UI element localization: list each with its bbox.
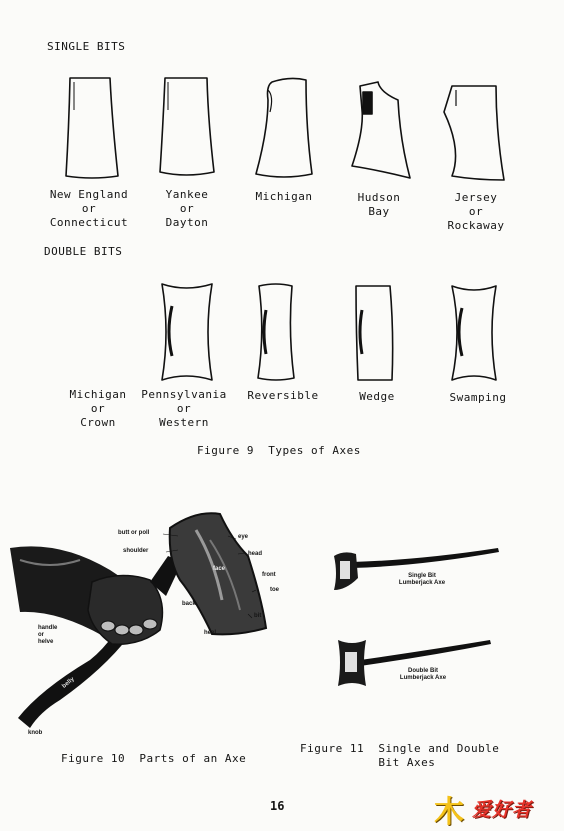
jersey-axe-head [444,86,504,180]
double-bit-axe-drawings [0,270,564,390]
axe-label-new-england: New England or Connecticut [49,188,129,229]
part-label-belly: belly [61,676,76,690]
axe-label-reversible: Reversible [247,389,319,402]
part-label-shoulder: shoulder [123,548,149,554]
axe-label-wedge: Wedge [359,390,395,403]
axe-label-michigan: Michigan [255,190,313,203]
part-label-knob: knob [28,730,43,736]
part-label-eye: eye [238,534,249,540]
michigan-axe-head [256,78,312,177]
axe-label-michigan-crown: Michigan or Crown [69,388,127,429]
axe-label-yankee: Yankee or Dayton [165,188,209,229]
part-label-face: face [213,566,226,572]
axe-label-hudson-bay: Hudson Bay [357,191,401,218]
part-label-butt: butt or poll [118,530,150,536]
part-label-head: head [248,551,263,557]
axe-label-jersey: Jersey or Rockaway [447,191,505,232]
axe-label-swamping: Swamping [449,391,507,404]
part-label-toe: toe [270,587,279,593]
part-label-front: front [262,572,276,578]
watermark-logo [432,790,552,830]
single-bits-heading: SINGLE BITS [47,40,126,53]
double-bit-lumberjack-label: Double Bit Lumberjack Axe [399,668,447,681]
part-label-heel: heel [204,630,217,636]
logo-char: 木 [434,795,464,830]
part-label-bit: bit [254,613,262,619]
figure-11-caption: Figure 11 Single and Double Bit Axes [300,742,500,769]
logo-word: 爱好者 [472,799,533,821]
part-label-handle: handle or helve [38,625,58,645]
part-label-back: back [182,601,196,607]
figure-10-caption: Figure 10 Parts of an Axe [61,752,247,765]
axe-label-pennsylvania: Pennsylvania or Western [141,388,227,429]
figure-9-caption: Figure 9 Types of Axes [197,444,361,457]
page-number: 16 [270,799,285,813]
single-bit-lumberjack-label: Single Bit Lumberjack Axe [398,573,446,586]
parts-of-axe-drawing [0,500,300,740]
hudson-bay-axe-head [352,82,410,178]
double-bits-heading: DOUBLE BITS [44,245,123,258]
